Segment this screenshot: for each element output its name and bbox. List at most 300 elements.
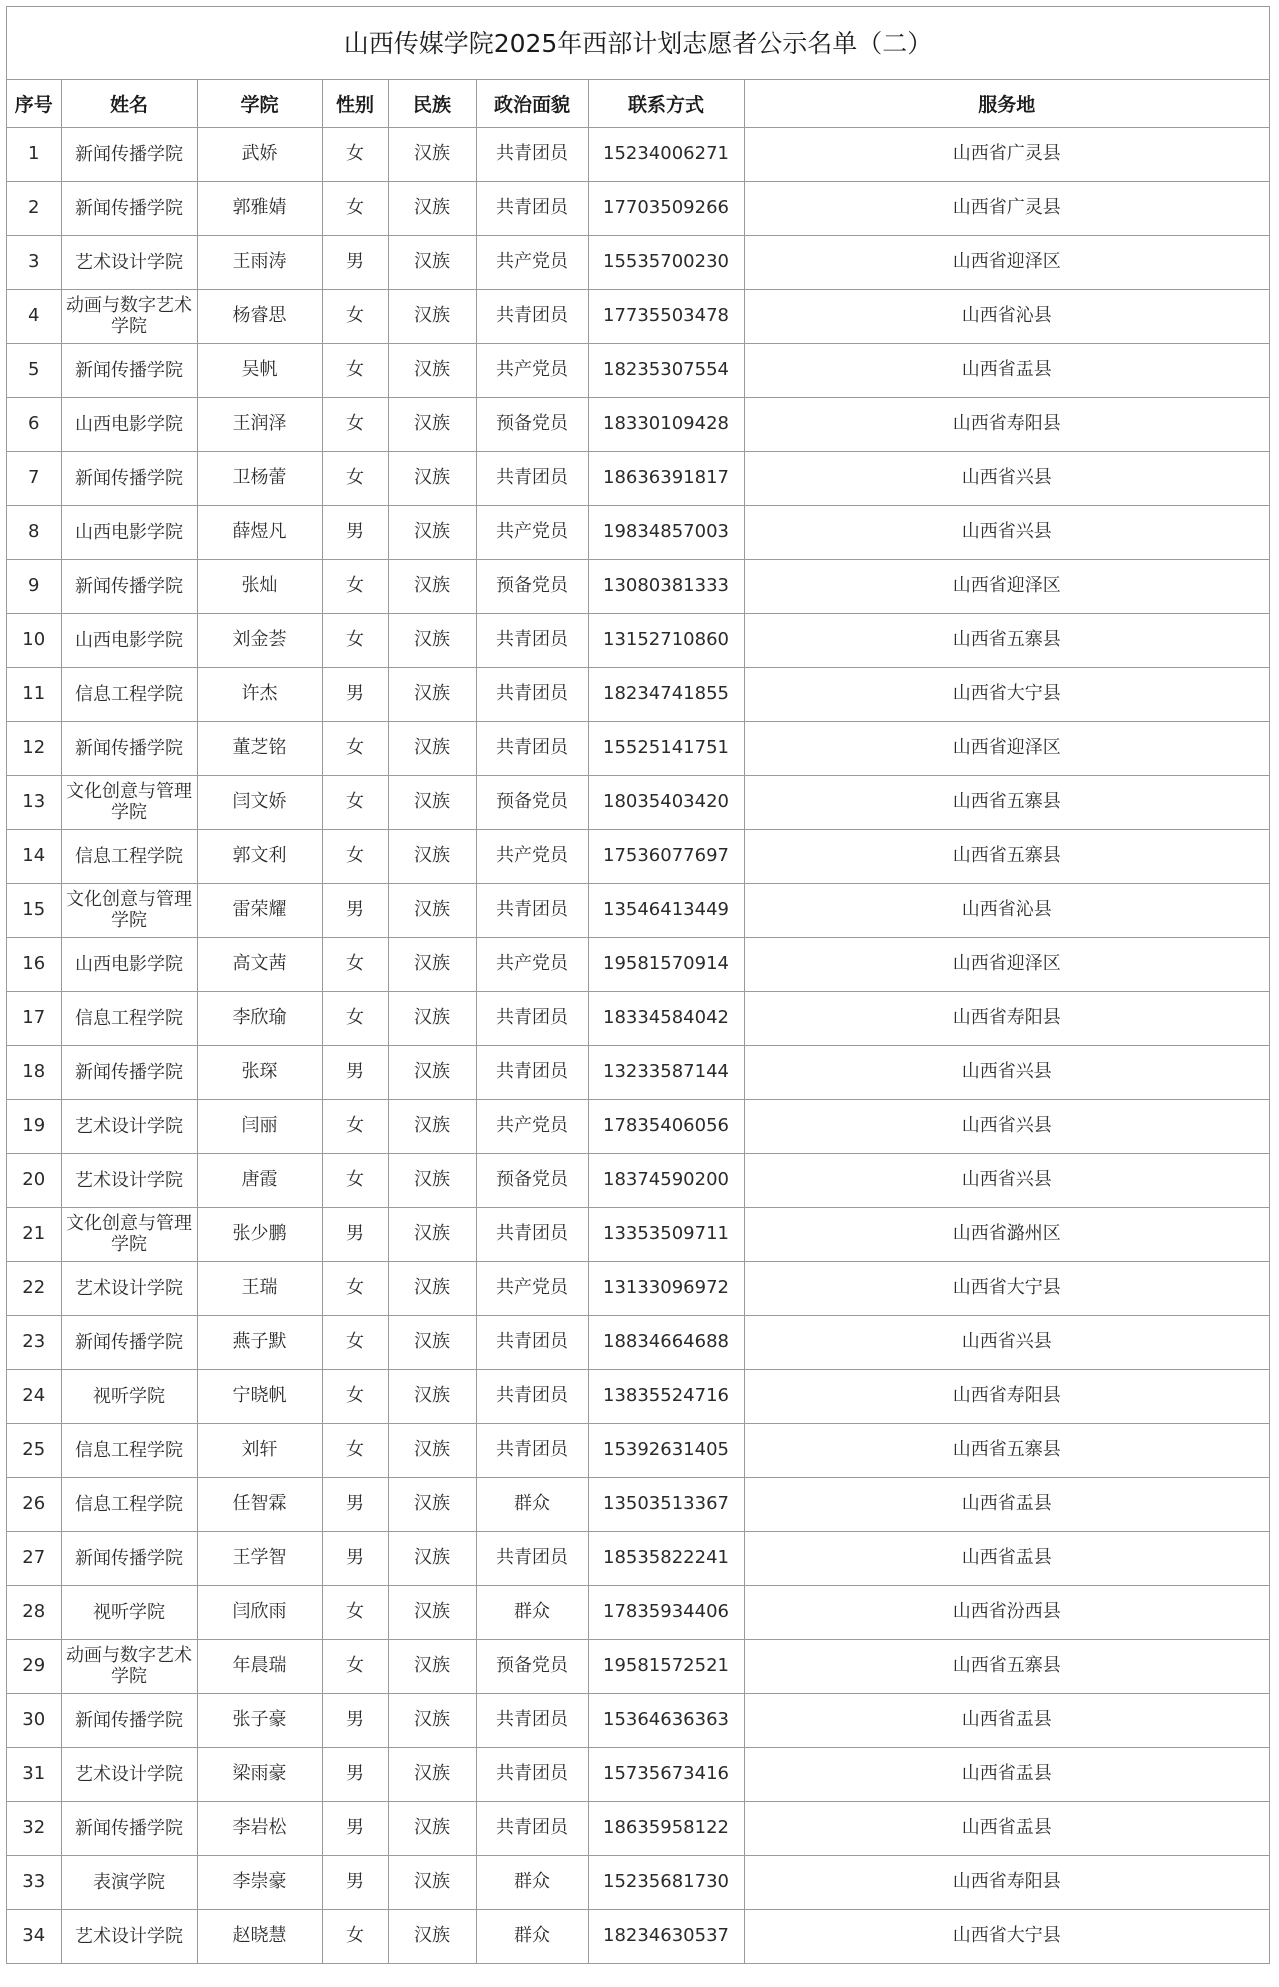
- cell-name: 武娇: [197, 127, 322, 181]
- cell-index: 27: [7, 1531, 61, 1585]
- cell-service-location: 山西省迎泽区: [744, 937, 1269, 991]
- cell-name: 薛煜凡: [197, 505, 322, 559]
- cell-ethnicity: 汉族: [388, 451, 476, 505]
- cell-index: 7: [7, 451, 61, 505]
- table-row: [7, 1099, 1269, 1153]
- cell-service-location: 山西省兴县: [744, 1315, 1269, 1369]
- cell-college: 动画与数字艺术学院: [61, 289, 197, 343]
- cell-ethnicity: 汉族: [388, 1909, 476, 1963]
- cell-ethnicity: 汉族: [388, 937, 476, 991]
- cell-ethnicity: 汉族: [388, 1747, 476, 1801]
- cell-gender: 男: [322, 1045, 388, 1099]
- table-row: [7, 1693, 1269, 1747]
- cell-political-status: 共青团员: [476, 721, 588, 775]
- cell-college: 表演学院: [61, 1855, 197, 1909]
- cell-contact: 13080381333: [588, 559, 744, 613]
- cell-college: 新闻传播学院: [61, 1315, 197, 1369]
- cell-gender: 男: [322, 235, 388, 289]
- cell-college: 艺术设计学院: [61, 1099, 197, 1153]
- cell-ethnicity: 汉族: [388, 613, 476, 667]
- cell-college: 信息工程学院: [61, 1423, 197, 1477]
- cell-gender: 女: [322, 1369, 388, 1423]
- cell-ethnicity: 汉族: [388, 883, 476, 937]
- cell-name: 张琛: [197, 1045, 322, 1099]
- cell-ethnicity: 汉族: [388, 1261, 476, 1315]
- cell-college: 新闻传播学院: [61, 1693, 197, 1747]
- cell-service-location: 山西省盂县: [744, 1693, 1269, 1747]
- cell-ethnicity: 汉族: [388, 235, 476, 289]
- cell-contact: 13133096972: [588, 1261, 744, 1315]
- cell-index: 1: [7, 127, 61, 181]
- table-row: [7, 613, 1269, 667]
- cell-college: 新闻传播学院: [61, 1045, 197, 1099]
- cell-contact: 17536077697: [588, 829, 744, 883]
- header-college: 姓名: [61, 80, 197, 127]
- cell-gender: 女: [322, 937, 388, 991]
- cell-contact: 18635958122: [588, 1801, 744, 1855]
- cell-gender: 女: [322, 1153, 388, 1207]
- cell-college: 文化创意与管理学院: [61, 775, 197, 829]
- cell-index: 20: [7, 1153, 61, 1207]
- cell-name: 闫欣雨: [197, 1585, 322, 1639]
- table-row: [7, 289, 1269, 343]
- cell-index: 4: [7, 289, 61, 343]
- cell-gender: 男: [322, 1477, 388, 1531]
- cell-contact: 15535700230: [588, 235, 744, 289]
- cell-political-status: 共产党员: [476, 235, 588, 289]
- cell-gender: 女: [322, 1315, 388, 1369]
- cell-ethnicity: 汉族: [388, 181, 476, 235]
- cell-gender: 女: [322, 559, 388, 613]
- cell-contact: 19581572521: [588, 1639, 744, 1693]
- cell-contact: 13835524716: [588, 1369, 744, 1423]
- cell-political-status: 共青团员: [476, 181, 588, 235]
- cell-ethnicity: 汉族: [388, 775, 476, 829]
- cell-name: 李岩松: [197, 1801, 322, 1855]
- cell-political-status: 群众: [476, 1585, 588, 1639]
- cell-contact: 18234741855: [588, 667, 744, 721]
- cell-service-location: 山西省兴县: [744, 1099, 1269, 1153]
- cell-name: 宁晓帆: [197, 1369, 322, 1423]
- cell-ethnicity: 汉族: [388, 721, 476, 775]
- cell-gender: 女: [322, 721, 388, 775]
- cell-index: 16: [7, 937, 61, 991]
- cell-college: 文化创意与管理学院: [61, 1207, 197, 1261]
- cell-name: 张少鹏: [197, 1207, 322, 1261]
- table-row: [7, 667, 1269, 721]
- cell-gender: 女: [322, 1261, 388, 1315]
- cell-name: 郭文利: [197, 829, 322, 883]
- cell-political-status: 共青团员: [476, 1423, 588, 1477]
- cell-name: 燕子默: [197, 1315, 322, 1369]
- cell-ethnicity: 汉族: [388, 1423, 476, 1477]
- cell-gender: 女: [322, 1099, 388, 1153]
- cell-political-status: 共青团员: [476, 127, 588, 181]
- cell-college: 山西电影学院: [61, 397, 197, 451]
- cell-index: 24: [7, 1369, 61, 1423]
- cell-gender: 男: [322, 883, 388, 937]
- cell-ethnicity: 汉族: [388, 1477, 476, 1531]
- cell-name: 闫文娇: [197, 775, 322, 829]
- cell-index: 3: [7, 235, 61, 289]
- cell-gender: 女: [322, 343, 388, 397]
- cell-index: 26: [7, 1477, 61, 1531]
- header-political-status: 政治面貌: [476, 80, 588, 127]
- cell-name: 高文茜: [197, 937, 322, 991]
- cell-service-location: 山西省五寨县: [744, 1639, 1269, 1693]
- table-row: [7, 1585, 1269, 1639]
- table-row: [7, 829, 1269, 883]
- roster-sheet: [6, 6, 1270, 1964]
- cell-political-status: 群众: [476, 1909, 588, 1963]
- cell-index: 17: [7, 991, 61, 1045]
- cell-service-location: 山西省沁县: [744, 883, 1269, 937]
- cell-college: 信息工程学院: [61, 667, 197, 721]
- cell-college: 信息工程学院: [61, 829, 197, 883]
- cell-political-status: 共产党员: [476, 505, 588, 559]
- cell-index: 10: [7, 613, 61, 667]
- cell-index: 28: [7, 1585, 61, 1639]
- cell-contact: 19834857003: [588, 505, 744, 559]
- document-title: 山西传媒学院2025年西部计划志愿者公示名单（二）: [7, 7, 1269, 80]
- cell-college: 艺术设计学院: [61, 1747, 197, 1801]
- cell-ethnicity: 汉族: [388, 991, 476, 1045]
- cell-college: 新闻传播学院: [61, 181, 197, 235]
- cell-name: 王学智: [197, 1531, 322, 1585]
- cell-ethnicity: 汉族: [388, 505, 476, 559]
- cell-ethnicity: 汉族: [388, 829, 476, 883]
- cell-contact: 15235681730: [588, 1855, 744, 1909]
- cell-gender: 男: [322, 1531, 388, 1585]
- cell-gender: 女: [322, 1585, 388, 1639]
- cell-service-location: 山西省汾西县: [744, 1585, 1269, 1639]
- cell-name: 年晨瑞: [197, 1639, 322, 1693]
- table-row: [7, 505, 1269, 559]
- cell-college: 艺术设计学院: [61, 235, 197, 289]
- cell-index: 2: [7, 181, 61, 235]
- cell-ethnicity: 汉族: [388, 1639, 476, 1693]
- cell-gender: 女: [322, 289, 388, 343]
- cell-ethnicity: 汉族: [388, 1585, 476, 1639]
- cell-gender: 男: [322, 505, 388, 559]
- cell-contact: 19581570914: [588, 937, 744, 991]
- cell-ethnicity: 汉族: [388, 1855, 476, 1909]
- cell-index: 22: [7, 1261, 61, 1315]
- cell-service-location: 山西省盂县: [744, 343, 1269, 397]
- cell-service-location: 山西省兴县: [744, 451, 1269, 505]
- table-row: [7, 1369, 1269, 1423]
- cell-name: 唐霞: [197, 1153, 322, 1207]
- cell-index: 14: [7, 829, 61, 883]
- cell-service-location: 山西省寿阳县: [744, 991, 1269, 1045]
- cell-college: 新闻传播学院: [61, 721, 197, 775]
- cell-gender: 男: [322, 1855, 388, 1909]
- cell-ethnicity: 汉族: [388, 1801, 476, 1855]
- cell-ethnicity: 汉族: [388, 289, 476, 343]
- cell-ethnicity: 汉族: [388, 1693, 476, 1747]
- cell-contact: 13233587144: [588, 1045, 744, 1099]
- cell-political-status: 共青团员: [476, 1207, 588, 1261]
- cell-gender: 男: [322, 1693, 388, 1747]
- cell-service-location: 山西省兴县: [744, 1153, 1269, 1207]
- cell-name: 卫杨蕾: [197, 451, 322, 505]
- table-row: [7, 181, 1269, 235]
- cell-ethnicity: 汉族: [388, 667, 476, 721]
- table-row: [7, 1207, 1269, 1261]
- table-row: [7, 1909, 1269, 1963]
- cell-index: 19: [7, 1099, 61, 1153]
- cell-political-status: 共青团员: [476, 1531, 588, 1585]
- cell-political-status: 共青团员: [476, 1801, 588, 1855]
- table-row: [7, 1045, 1269, 1099]
- cell-contact: 18235307554: [588, 343, 744, 397]
- cell-contact: 18035403420: [588, 775, 744, 829]
- cell-index: 13: [7, 775, 61, 829]
- cell-name: 许杰: [197, 667, 322, 721]
- cell-college: 艺术设计学院: [61, 1909, 197, 1963]
- cell-service-location: 山西省盂县: [744, 1477, 1269, 1531]
- cell-name: 董芝铭: [197, 721, 322, 775]
- cell-ethnicity: 汉族: [388, 1099, 476, 1153]
- cell-college: 新闻传播学院: [61, 343, 197, 397]
- cell-gender: 女: [322, 1423, 388, 1477]
- cell-index: 6: [7, 397, 61, 451]
- table-row: [7, 1315, 1269, 1369]
- cell-name: 张灿: [197, 559, 322, 613]
- cell-contact: 13503513367: [588, 1477, 744, 1531]
- cell-contact: 18636391817: [588, 451, 744, 505]
- cell-college: 动画与数字艺术学院: [61, 1639, 197, 1693]
- cell-name: 刘轩: [197, 1423, 322, 1477]
- cell-index: 31: [7, 1747, 61, 1801]
- cell-service-location: 山西省寿阳县: [744, 1369, 1269, 1423]
- cell-service-location: 山西省迎泽区: [744, 235, 1269, 289]
- cell-college: 新闻传播学院: [61, 1531, 197, 1585]
- table-header-row: [7, 80, 1269, 127]
- cell-college: 新闻传播学院: [61, 451, 197, 505]
- cell-service-location: 山西省迎泽区: [744, 559, 1269, 613]
- cell-gender: 男: [322, 1801, 388, 1855]
- table-body: [7, 127, 1269, 1963]
- cell-contact: 15525141751: [588, 721, 744, 775]
- header-gender: 性别: [322, 80, 388, 127]
- cell-index: 30: [7, 1693, 61, 1747]
- cell-index: 18: [7, 1045, 61, 1099]
- cell-college: 新闻传播学院: [61, 559, 197, 613]
- cell-political-status: 预备党员: [476, 397, 588, 451]
- cell-service-location: 山西省五寨县: [744, 613, 1269, 667]
- cell-ethnicity: 汉族: [388, 1369, 476, 1423]
- cell-service-location: 山西省潞州区: [744, 1207, 1269, 1261]
- cell-name: 吴帆: [197, 343, 322, 397]
- table-row: [7, 127, 1269, 181]
- cell-service-location: 山西省盂县: [744, 1801, 1269, 1855]
- cell-gender: 男: [322, 1207, 388, 1261]
- cell-ethnicity: 汉族: [388, 1045, 476, 1099]
- cell-political-status: 预备党员: [476, 1639, 588, 1693]
- cell-service-location: 山西省大宁县: [744, 1261, 1269, 1315]
- cell-index: 23: [7, 1315, 61, 1369]
- cell-political-status: 共青团员: [476, 1315, 588, 1369]
- cell-index: 11: [7, 667, 61, 721]
- cell-political-status: 共青团员: [476, 289, 588, 343]
- header-service-location: 服务地: [744, 80, 1269, 127]
- cell-ethnicity: 汉族: [388, 1153, 476, 1207]
- table-row: [7, 1747, 1269, 1801]
- cell-service-location: 山西省五寨县: [744, 1423, 1269, 1477]
- cell-contact: 13152710860: [588, 613, 744, 667]
- cell-political-status: 共青团员: [476, 991, 588, 1045]
- cell-political-status: 共青团员: [476, 1693, 588, 1747]
- table-row: [7, 1801, 1269, 1855]
- cell-political-status: 共青团员: [476, 1747, 588, 1801]
- table-row: [7, 991, 1269, 1045]
- cell-ethnicity: 汉族: [388, 1531, 476, 1585]
- cell-political-status: 共产党员: [476, 829, 588, 883]
- cell-service-location: 山西省五寨县: [744, 829, 1269, 883]
- cell-political-status: 共产党员: [476, 1099, 588, 1153]
- cell-index: 9: [7, 559, 61, 613]
- cell-service-location: 山西省大宁县: [744, 1909, 1269, 1963]
- cell-contact: 18834664688: [588, 1315, 744, 1369]
- cell-name: 张子豪: [197, 1693, 322, 1747]
- cell-contact: 17703509266: [588, 181, 744, 235]
- cell-index: 5: [7, 343, 61, 397]
- cell-political-status: 共产党员: [476, 937, 588, 991]
- cell-service-location: 山西省广灵县: [744, 181, 1269, 235]
- cell-name: 闫丽: [197, 1099, 322, 1153]
- table-row: [7, 1639, 1269, 1693]
- cell-ethnicity: 汉族: [388, 397, 476, 451]
- cell-name: 任智霖: [197, 1477, 322, 1531]
- cell-contact: 15364636363: [588, 1693, 744, 1747]
- cell-service-location: 山西省寿阳县: [744, 397, 1269, 451]
- cell-college: 艺术设计学院: [61, 1261, 197, 1315]
- cell-name: 王润泽: [197, 397, 322, 451]
- table-row: [7, 451, 1269, 505]
- cell-college: 艺术设计学院: [61, 1153, 197, 1207]
- cell-gender: 男: [322, 1747, 388, 1801]
- cell-contact: 15234006271: [588, 127, 744, 181]
- table-row: [7, 235, 1269, 289]
- cell-political-status: 预备党员: [476, 775, 588, 829]
- cell-gender: 女: [322, 397, 388, 451]
- cell-index: 29: [7, 1639, 61, 1693]
- cell-college: 视听学院: [61, 1585, 197, 1639]
- table-row: [7, 397, 1269, 451]
- cell-ethnicity: 汉族: [388, 343, 476, 397]
- cell-political-status: 共产党员: [476, 343, 588, 397]
- cell-name: 郭雅婧: [197, 181, 322, 235]
- table-row: [7, 1153, 1269, 1207]
- cell-ethnicity: 汉族: [388, 1207, 476, 1261]
- cell-college: 信息工程学院: [61, 991, 197, 1045]
- cell-contact: 18334584042: [588, 991, 744, 1045]
- cell-gender: 女: [322, 613, 388, 667]
- cell-political-status: 共青团员: [476, 667, 588, 721]
- cell-gender: 女: [322, 1909, 388, 1963]
- cell-gender: 女: [322, 181, 388, 235]
- cell-contact: 18330109428: [588, 397, 744, 451]
- cell-index: 12: [7, 721, 61, 775]
- cell-political-status: 预备党员: [476, 559, 588, 613]
- cell-gender: 男: [322, 667, 388, 721]
- cell-index: 15: [7, 883, 61, 937]
- cell-index: 8: [7, 505, 61, 559]
- cell-college: 新闻传播学院: [61, 1801, 197, 1855]
- header-ethnicity: 民族: [388, 80, 476, 127]
- cell-gender: 女: [322, 991, 388, 1045]
- cell-contact: 17835406056: [588, 1099, 744, 1153]
- cell-contact: 18535822241: [588, 1531, 744, 1585]
- table-row: [7, 1477, 1269, 1531]
- header-index: 序号: [7, 80, 61, 127]
- cell-service-location: 山西省盂县: [744, 1531, 1269, 1585]
- cell-college: 山西电影学院: [61, 613, 197, 667]
- cell-political-status: 共青团员: [476, 1045, 588, 1099]
- cell-contact: 15392631405: [588, 1423, 744, 1477]
- cell-contact: 17735503478: [588, 289, 744, 343]
- cell-service-location: 山西省五寨县: [744, 775, 1269, 829]
- cell-service-location: 山西省兴县: [744, 1045, 1269, 1099]
- table-row: [7, 721, 1269, 775]
- cell-political-status: 群众: [476, 1855, 588, 1909]
- cell-contact: 15735673416: [588, 1747, 744, 1801]
- cell-political-status: 共青团员: [476, 883, 588, 937]
- cell-name: 李崇豪: [197, 1855, 322, 1909]
- cell-name: 王雨涛: [197, 235, 322, 289]
- cell-college: 信息工程学院: [61, 1477, 197, 1531]
- table-row: [7, 559, 1269, 613]
- volunteer-table: [7, 80, 1269, 1963]
- table-row: [7, 343, 1269, 397]
- cell-contact: 13546413449: [588, 883, 744, 937]
- cell-index: 33: [7, 1855, 61, 1909]
- table-row: [7, 937, 1269, 991]
- cell-college: 山西电影学院: [61, 505, 197, 559]
- cell-political-status: 共青团员: [476, 451, 588, 505]
- cell-political-status: 预备党员: [476, 1153, 588, 1207]
- table-row: [7, 1855, 1269, 1909]
- cell-gender: 女: [322, 829, 388, 883]
- cell-service-location: 山西省寿阳县: [744, 1855, 1269, 1909]
- cell-gender: 女: [322, 127, 388, 181]
- cell-gender: 女: [322, 1639, 388, 1693]
- cell-ethnicity: 汉族: [388, 127, 476, 181]
- cell-college: 视听学院: [61, 1369, 197, 1423]
- cell-college: 新闻传播学院: [61, 127, 197, 181]
- cell-gender: 女: [322, 451, 388, 505]
- table-row: [7, 1423, 1269, 1477]
- cell-contact: 17835934406: [588, 1585, 744, 1639]
- cell-name: 李欣瑜: [197, 991, 322, 1045]
- cell-service-location: 山西省兴县: [744, 505, 1269, 559]
- cell-name: 刘金荟: [197, 613, 322, 667]
- table-row: [7, 775, 1269, 829]
- cell-contact: 18234630537: [588, 1909, 744, 1963]
- table-row: [7, 1531, 1269, 1585]
- cell-name: 赵晓慧: [197, 1909, 322, 1963]
- cell-college: 文化创意与管理学院: [61, 883, 197, 937]
- cell-service-location: 山西省广灵县: [744, 127, 1269, 181]
- cell-service-location: 山西省沁县: [744, 289, 1269, 343]
- cell-service-location: 山西省大宁县: [744, 667, 1269, 721]
- cell-gender: 女: [322, 775, 388, 829]
- cell-political-status: 共青团员: [476, 613, 588, 667]
- cell-political-status: 共产党员: [476, 1261, 588, 1315]
- cell-political-status: 群众: [476, 1477, 588, 1531]
- cell-contact: 13353509711: [588, 1207, 744, 1261]
